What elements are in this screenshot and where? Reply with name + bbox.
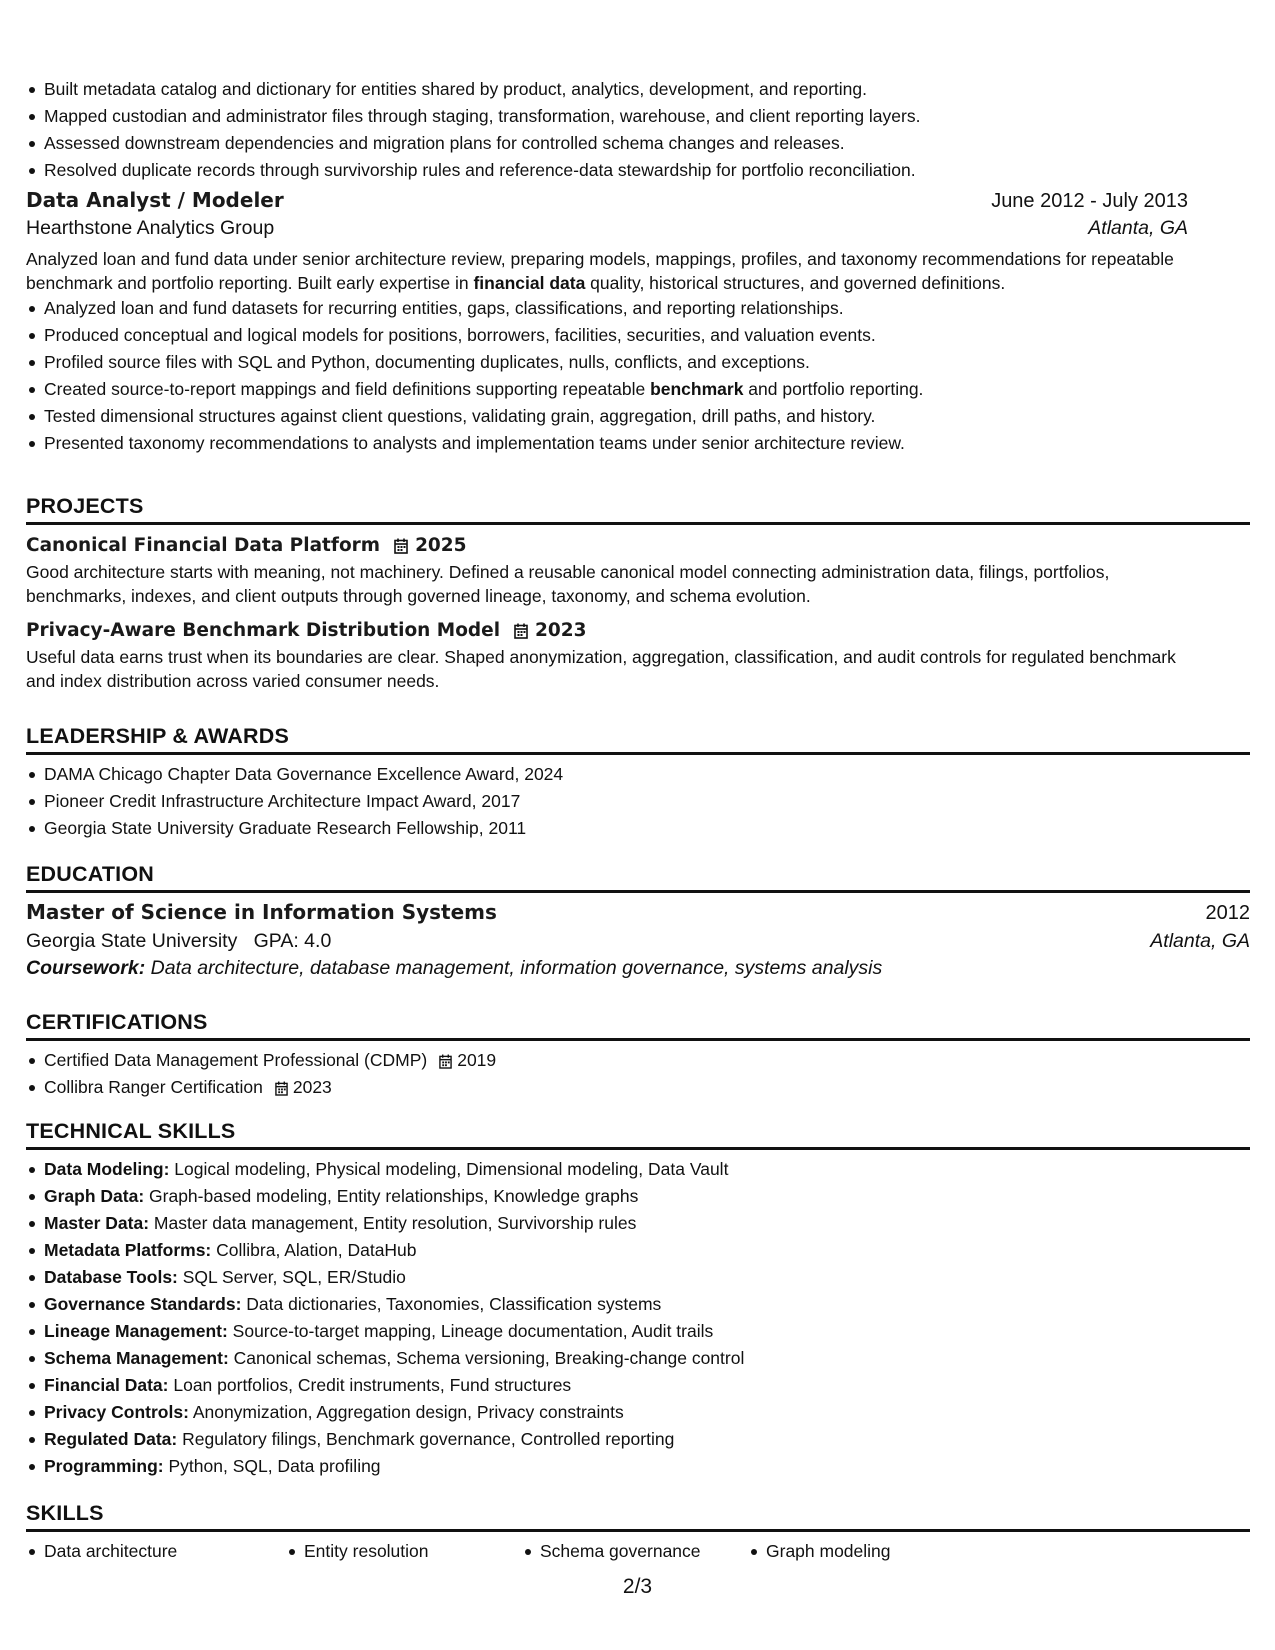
graduation-year: 2012 [1205,902,1250,924]
skill-item: Data architecture [26,1538,286,1565]
list-item: Resolved duplicate records through survivorship rules and reference-data stewardship for portfolio reconciliation. [26,157,920,184]
list-item: Governance Standards: Data dictionaries, Taxonomies, Classification systems [26,1291,1250,1318]
project-entry [26,620,1250,693]
project-year: 2025 [415,535,467,556]
job-summary: Analyzed loan and fund data under senior architecture review, preparing models, mappings, profiles, and taxonomy recommendations for repeatable benchmark and portfolio reporting. Built early expertise in financial data quality, historical structures, and governed definitions. [26,249,1174,293]
education-section [26,861,1250,980]
skill-item: Graph modeling [748,1538,891,1565]
list-item: Analyzed loan and fund datasets for recurring entities, gaps, classifications, and reporting relationships. [26,295,1188,322]
calendar-icon [275,1081,288,1096]
skill-item: Schema governance [522,1538,748,1565]
list-item: Data Modeling: Logical modeling, Physical modeling, Dimensional modeling, Data Vault [26,1156,1250,1183]
calendar-icon [514,623,528,639]
section-heading: CERTIFICATIONS [26,1009,1250,1041]
project-description: Useful data earns trust when its boundaries are clear. Shaped anonymization, aggregation, classification, and audit controls for regulated benchmark and index distribution across varied consumer needs. [26,647,1176,691]
coursework: Coursework: Data architecture, database management, information governance, systems analysis [26,957,883,979]
section-heading: TECHNICAL SKILLS [26,1118,1250,1150]
job-title: Data Analyst / Modeler [26,188,284,212]
job-location: Atlanta, GA [1088,217,1188,239]
list-item: Schema Management: Canonical schemas, Schema versioning, Breaking-change control [26,1345,1250,1372]
project-description: Good architecture starts with meaning, not machinery. Defined a reusable canonical model connecting administration data, filings, portfolios, benchmarks, indexes, and client outputs through governed lineage, taxonomy, and schema evolution. [26,562,1110,606]
list-item: Privacy Controls: Anonymization, Aggregation design, Privacy constraints [26,1399,1250,1426]
list-item: Regulated Data: Regulatory filings, Benchmark governance, Controlled reporting [26,1426,1250,1453]
list-item: Collibra Ranger Certification 2023 [26,1074,1250,1101]
project-title: Canonical Financial Data Platform [26,535,381,556]
calendar-icon [394,538,408,554]
list-item: Mapped custodian and administrator files through staging, transformation, warehouse, and client reporting layers. [26,103,920,130]
job-bullets [26,295,1188,457]
gpa: GPA: 4.0 [253,930,332,952]
section-heading: EDUCATION [26,861,1250,893]
list-item: Graph Data: Graph-based modeling, Entity relationships, Knowledge graphs [26,1183,1250,1210]
project-title: Privacy-Aware Benchmark Distribution Model [26,620,501,641]
school-location: Atlanta, GA [1150,930,1250,952]
section-heading: LEADERSHIP & AWARDS [26,723,1250,755]
list-item: Tested dimensional structures against client questions, validating grain, aggregation, drill paths, and history. [26,403,1188,430]
list-item: Produced conceptual and logical models for positions, borrowers, facilities, securities, and valuation events. [26,322,1188,349]
list-item: Certified Data Management Professional (CDMP) 2019 [26,1047,1250,1074]
list-item: Built metadata catalog and dictionary for entities shared by product, analytics, development, and reporting. [26,76,920,103]
list-item: Metadata Platforms: Collibra, Alation, DataHub [26,1237,1250,1264]
list-item: DAMA Chicago Chapter Data Governance Excellence Award, 2024 [26,761,1250,788]
list-item: Profiled source files with SQL and Python, documenting duplicates, nulls, conflicts, and exceptions. [26,349,1188,376]
certifications-section [26,1009,1250,1101]
list-item: Pioneer Credit Infrastructure Architecture Impact Award, 2017 [26,788,1250,815]
company-name: Hearthstone Analytics Group [26,217,275,239]
list-item: Presented taxonomy recommendations to analysts and implementation teams under senior architecture review. [26,430,1188,457]
section-heading: SKILLS [26,1500,1250,1532]
list-item: Financial Data: Loan portfolios, Credit instruments, Fund structures [26,1372,1250,1399]
skill-item: Entity resolution [286,1538,522,1565]
list-item: Georgia State University Graduate Research Fellowship, 2011 [26,815,1250,842]
project-year: 2023 [535,620,587,641]
prior-role-bullets [26,76,920,184]
calendar-icon [439,1054,452,1069]
projects-section [26,493,1250,693]
list-item: Master Data: Master data management, Entity resolution, Survivorship rules [26,1210,1250,1237]
job-dates: June 2012 - July 2013 [991,190,1188,212]
section-heading: PROJECTS [26,493,1250,525]
skills-section [26,1500,1250,1565]
list-item: Created source-to-report mappings and field definitions supporting repeatable benchmark and portfolio reporting. [26,376,1188,403]
list-item: Lineage Management: Source-to-target mapping, Lineage documentation, Audit trails [26,1318,1250,1345]
page-number: 2/3 [622,1575,653,1598]
technical-skills-section [26,1118,1250,1480]
school-name: Georgia State University [26,930,238,952]
degree: Master of Science in Information Systems [26,900,497,924]
awards-section [26,723,1250,842]
project-entry [26,535,1250,608]
list-item: Assessed downstream dependencies and migration plans for controlled schema changes and releases. [26,130,920,157]
list-item: Database Tools: SQL Server, SQL, ER/Studio [26,1264,1250,1291]
job-entry [26,188,1188,457]
list-item: Programming: Python, SQL, Data profiling [26,1453,1250,1480]
